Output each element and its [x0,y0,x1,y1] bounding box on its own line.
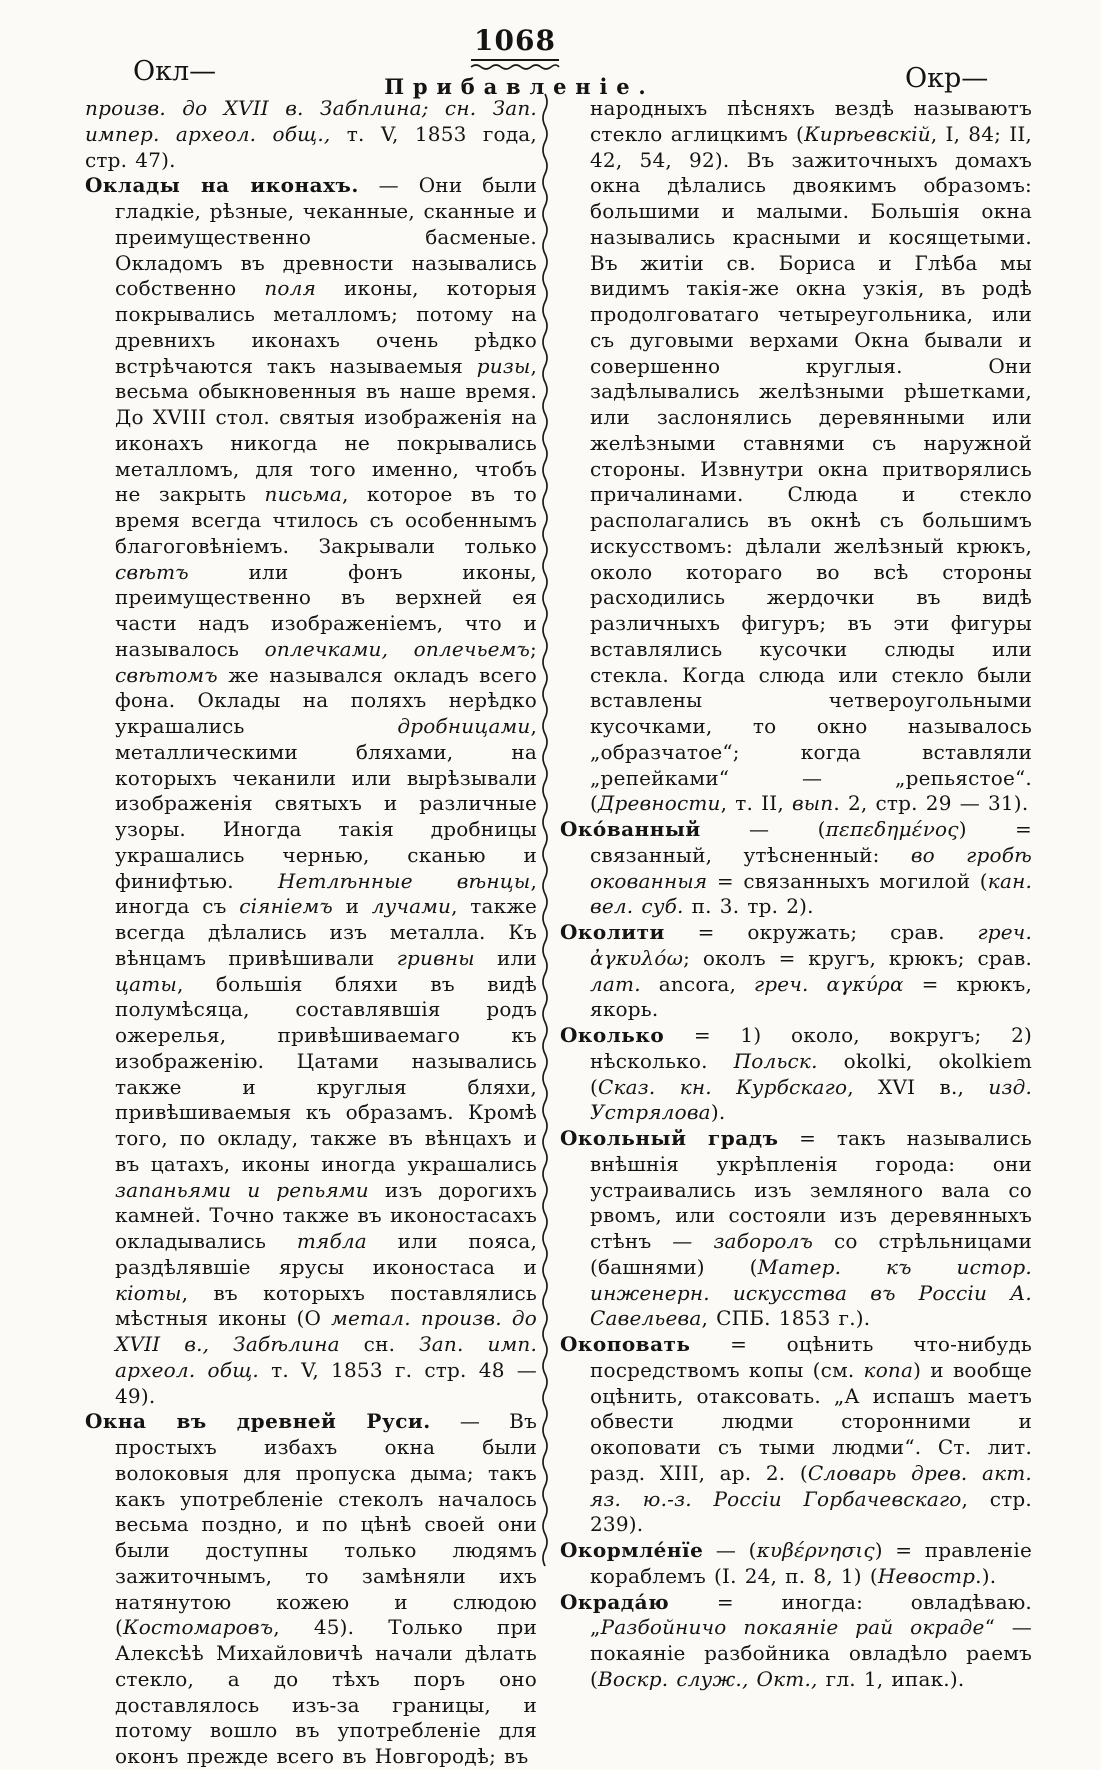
text-run: ; околъ = кругъ, крюкъ; срав. [683,945,1032,970]
entry-headword: Околько [560,1023,665,1047]
text-run: т. V, 1853 г. стр. 48 — 49). [115,1357,537,1408]
italic-run: Словарь древ. акт. яз. ю.-з. Россіи Горбачевскаго [590,1460,1032,1511]
text-run: — Они были гладкіе, рѣзные, чеканные, сканные и преимущественно басменые. Окладомъ въ древности назывались собственно [115,173,537,301]
text-run: , въ которыхъ поставлялись мѣстныя иконы (О [115,1280,537,1331]
italic-run: Матер. къ истор. инженерн. искусства въ Россіи А. Савельева [590,1254,1032,1331]
italic-run: письма [264,482,343,507]
continuation-paragraph [560,96,1032,817]
text-run [809,972,827,996]
text-run: = связанныхъ могилой ( [707,868,988,893]
italic-run: свѣтъ [115,559,189,584]
text-run: ancora, [640,971,754,996]
text-run: т. V, 1853 года, стр. 47). [85,121,537,172]
italic-run: Польск. [733,1048,818,1073]
italic-run: Разбойничо покаяніе рай окраде [600,1615,985,1640]
italic-run: оплечками, оплечьемъ [264,636,531,661]
text-run: , которое въ то время всегда чтилось съ особеннымъ благоговѣніемъ. Закрывали только [115,482,537,558]
italic-run: Зап. имп. археол. общ. [115,1332,538,1382]
text-run: ). [710,1100,726,1125]
greek-run: αγκύρα [826,971,904,996]
italic-run: свѣтомъ [115,662,218,687]
greek-run: ἀγκυλόω [590,945,684,970]
text-run: = крюкъ, якорь. [590,971,1033,1022]
greek-run: κυβέρνησις [756,1538,875,1562]
text-run: иконы, которыя покрывались металломъ; потому на древнихъ иконахъ очень рѣдко встрѣчаются такъ называемыя [115,276,537,378]
text-run: или фонъ иконы, преимущественно въ верхней ея части надъ изображеніемъ, что и называлось [115,559,537,661]
italic-run: лучами [371,894,452,919]
dictionary-entry [560,1538,1032,1590]
text-run: “ — покаяніе разбойника овладѣло раемъ ( [590,1615,1032,1691]
text-run: , I, 84; II, 42, 54, 92). Въ зажиточныхъ домахъ окна дѣлались двоякимъ образомъ: большими и малыми. Большія окна назывались красными и косящетыми. Въ житіи св. Бориса и Глѣба мы видимъ такія-же окна узкія, въ родѣ продолговатаго четыреугольника, или съ дуговыми верхами Окна бывали и совершенно круглыя. Они задѣлывались желѣзными рѣшетками, или заслонялись деревянными или желѣзными ставнями съ наружной стороны. Извнутри окна притворялись причалинами. Слюда и стекло располагались въ окнѣ съ большимъ искусствомъ: дѣлали желѣзный крюкъ, около котораго во всѣ стороны расходились жердочки въ видѣ различныхъ фигуръ; въ эти фигуры вставлялись кусочки слюды или стекла. Когда слюда или стекло были вставлены четвероугольными кусочками, то окно называлось „образчатое“; когда вставляли „репейками“ — „репьястое“. ( [590,121,1032,816]
italic-run: копа [863,1357,914,1382]
italic-run: поля [264,276,317,301]
italic-run: сіяніемъ [239,894,333,919]
entry-headword: Околити [560,920,665,944]
text-run: , большія бляхи въ видѣ полумѣсяца, составлявшія родъ ожерелья, привѣшиваемаго къ изображенію. Цатами назывались также и круглыя бляхи, привѣшиваемыя къ образамъ. Кромѣ того, по окладу, также въ вѣнцахъ и въ цатахъ, иконы иногда украшались [115,971,537,1176]
running-head-center: Прибавленіе. [384,74,655,99]
text-run: , весьма обыкновенныя въ наше время. До XVIII стол. святыя изображенія на иконахъ никогда не покрывались металломъ, для того именно, чтобъ не закрыть [115,353,537,507]
italic-run: Древности [598,791,721,816]
italic-run: греч. [977,920,1032,944]
italic-run: лат. [590,971,641,996]
entry-headword: Око́ванный [560,817,701,841]
dictionary-entry [560,1126,1032,1332]
text-run: ) = связанный, утѣсненный: [590,817,1032,867]
italic-run: запаньями и репьями [115,1177,369,1202]
text-run: или [474,945,538,970]
text-run: сн. [339,1332,420,1356]
italic-run: во гробѣ окованныя [590,842,1032,893]
text-run: п. 3. тр. 2). [683,894,814,919]
page-number-rule [471,59,559,61]
greek-run: πεπεδημένος [825,817,959,841]
dictionary-entry [85,1409,537,1770]
text-run: или пояса, раздѣлявшіе ярусы иконостаса и [115,1229,537,1279]
text-run: народныхъ пѣсняхъ вездѣ называютъ стекло аглицкимъ ( [590,96,1032,146]
dictionary-entry [560,1023,1032,1126]
italic-run: Костомаровъ [123,1615,274,1640]
italic-run: дробницами [397,714,531,738]
running-head-left: Окл— [133,56,217,87]
continuation-paragraph [85,96,537,173]
text-run: = 1) около, вокругъ; 2) нѣсколько. [590,1023,1032,1073]
italic-run: цаты [115,971,177,996]
text-run: , т. II, [720,791,792,816]
italic-run: Воскр. служ., Окт., [598,1666,818,1691]
text-run: — Въ простыхъ избахъ окна были волоковыя для пропуска дыма; такъ какъ употребленіе стеколъ началось весьма поздно, и по цѣнѣ своей они были доступны только людямъ зажиточнымъ, то замѣняли ихъ натянутою кожею и слюдою ( [115,1409,537,1640]
text-run: , XVI в., [847,1074,989,1099]
italic-run: Кирѣевскій [804,121,931,146]
running-head-right: Окр— [905,63,989,94]
text-run: ; [530,636,537,661]
italic-run: Невостр [877,1563,976,1588]
italic-run: греч. [753,971,809,996]
text-run: изъ дорогихъ камней. Точно также въ иконостасахъ окладывались [115,1177,537,1253]
text-run: ) и вообще оцѣнить, отаксовать. „А испашъ маетъ обвести людми сторонними и окоповати съ тыми людми“. Ст. лит. разд. XIII, ар. 2. ( [590,1357,1032,1485]
dictionary-entry [560,920,1032,1023]
text-run: = такъ назывались внѣшнія укрѣпленія города: они устраивались изъ земляного вала со рвомъ, или состояли изъ деревянныхъ стѣнъ — [590,1126,1032,1253]
text-run: .). [975,1563,997,1588]
entry-headword: Окрада́ю [560,1589,670,1614]
text-run: — ( [703,1538,757,1562]
text-run: , металлическими бляхами, на которыхъ чеканили или вырѣзывали изображенія святыхъ и различные узоры. Иногда такія дробницы украшались чернью, сканью и финифтью. [115,714,537,893]
dictionary-entry [85,173,537,1409]
text-run: , иногда съ [115,868,537,919]
italic-run: кан. вел. суб. [590,868,1032,919]
entry-headword: Окормле́нїе [560,1538,704,1562]
text-run: = окружать; срав. [664,920,978,944]
entry-headword: Оклады на иконахъ. [85,173,359,198]
right-column [560,96,1032,1693]
text-run: . 2, стр. 29 — 31). [833,791,1029,816]
entry-headword: Окна въ древней Руси. [85,1409,431,1434]
page-number-wavy-rule [469,62,561,71]
text-run: , также всегда дѣлались изъ металла. Къ вѣнцамъ привѣшивали [115,894,537,970]
italic-run: изд. Устрялова [590,1074,1032,1125]
page-number: 1068 [474,24,556,57]
text-run: же назывался окладъ всего фона. Оклады на поляхъ нерѣдко украшались [115,662,537,738]
text-run: гл. 1, ипак.). [817,1666,965,1691]
italic-run: заборолъ [713,1229,814,1253]
text-run: — ( [700,817,826,841]
italic-run: Сказ. кн. Курбскаго [598,1074,848,1099]
dictionary-entry [560,1590,1032,1693]
italic-run: произв. до XVII в. Забплина; сн. Зап. импер. археол. общ., [85,96,537,146]
text-run: , 45). Только при Алексѣѣ Михайловичѣ начали дѣлать стекло, а до тѣхъ поръ оно доставлялось изъ-за границы, и потому вошло въ употребленіе для оконъ прежде всего въ Новгородѣ; въ [115,1615,537,1768]
text-run: = иногда: овладѣваю. „ [590,1589,1032,1640]
entry-headword: Окольный градъ [560,1126,779,1150]
italic-run: вып [791,791,834,816]
entry-headword: Окоповать [560,1332,691,1356]
italic-run: кіоты [115,1280,182,1305]
column-divider [539,92,551,1567]
column-divider-path [543,94,547,1566]
text-run: со стрѣльницами (башнями) ( [590,1229,1033,1279]
text-run: , СПБ. 1853 г.). [701,1306,871,1331]
italic-run: гривны [396,945,475,970]
italic-run: ризы [476,353,531,378]
dictionary-entry [560,1332,1032,1538]
italic-run: метал. произв. до XVII в., Забѣлина [115,1306,537,1356]
left-column [85,96,537,1770]
text-run: ) = правленіе кораблемъ (I. 24, п. 8, 1) ( [590,1538,1032,1588]
text-run: , стр. 239). [590,1486,1032,1537]
text-run: okolki, okolkiem ( [590,1048,1033,1099]
text-run: и [332,894,372,919]
italic-run: Нетлѣнные вѣнцы [277,868,531,893]
text-run: = оцѣнить что-нибудь посредствомъ копы (см. [590,1332,1032,1382]
italic-run: тябла [296,1229,367,1253]
dictionary-entry [560,817,1032,920]
